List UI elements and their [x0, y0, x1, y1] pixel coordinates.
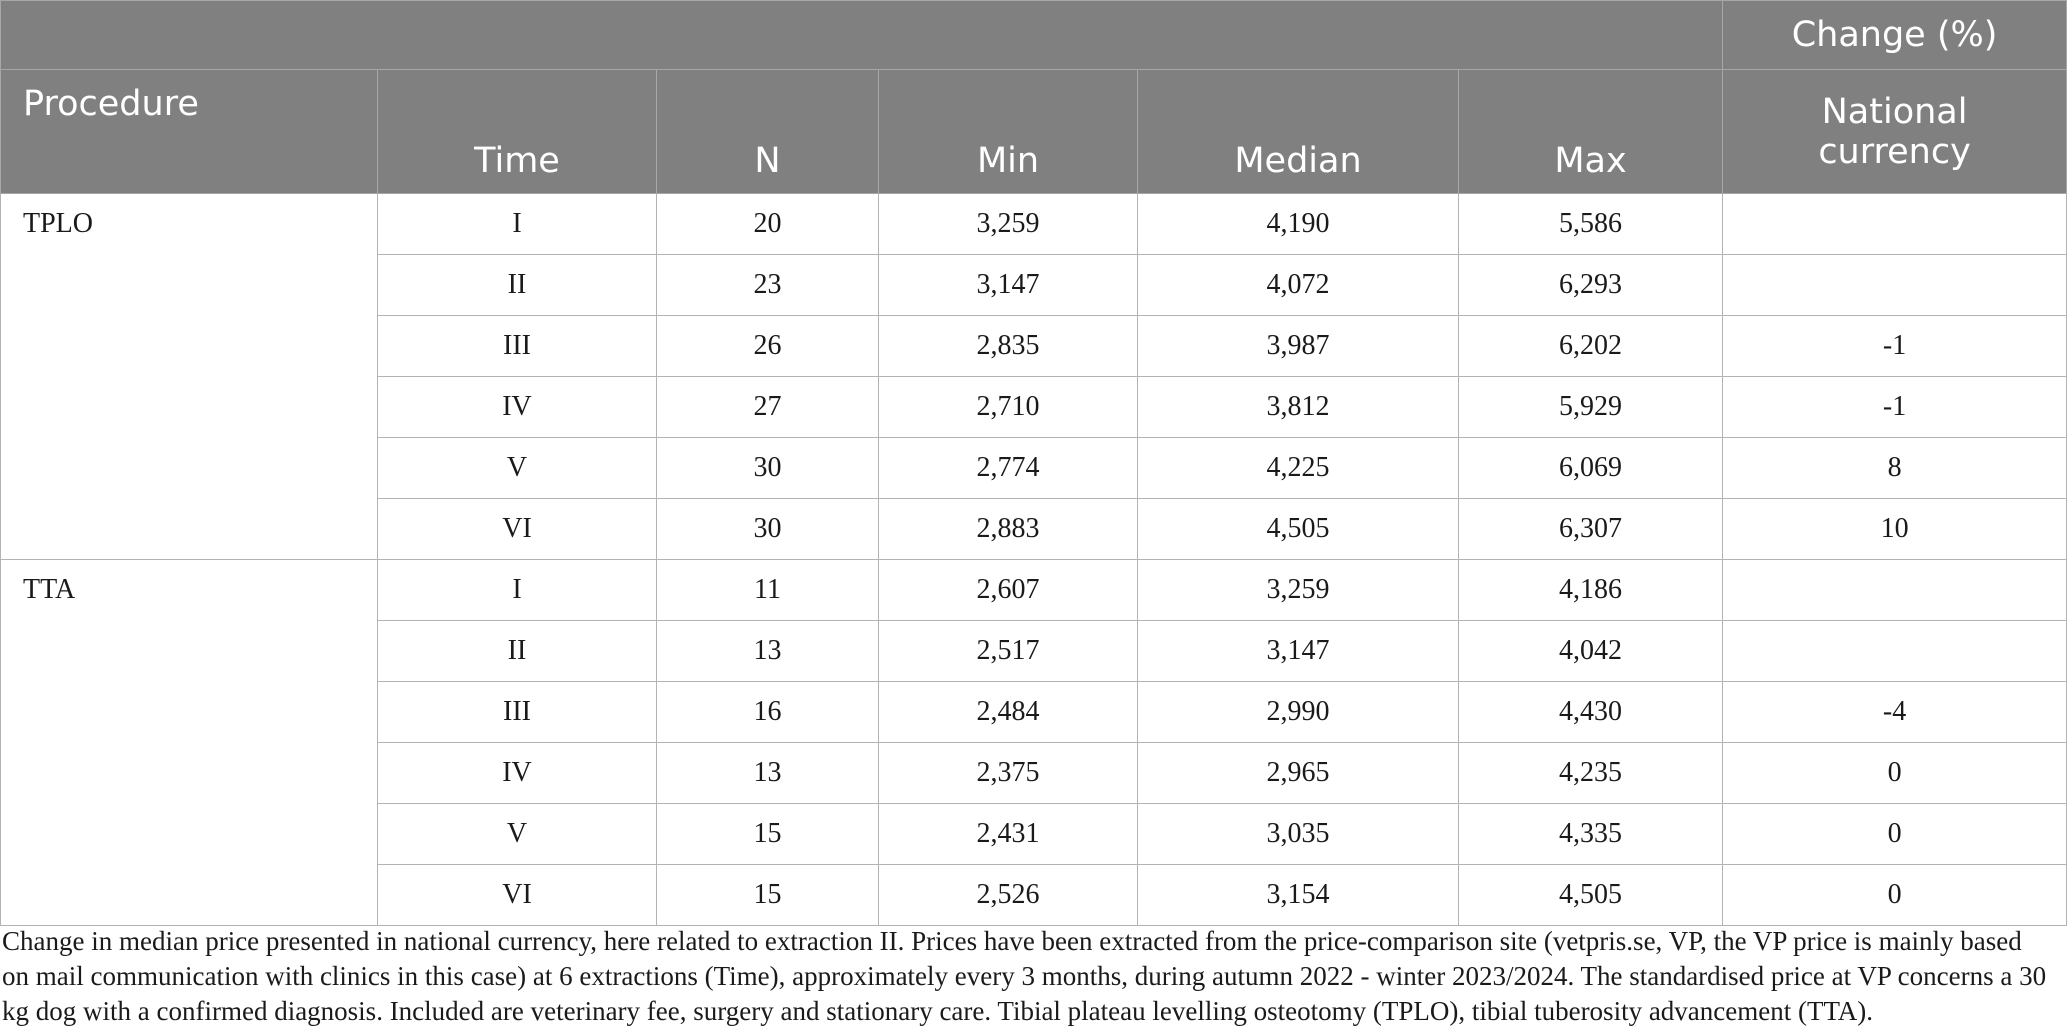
min-cell: 2,835	[879, 316, 1138, 377]
max-cell: 4,235	[1459, 743, 1723, 804]
time-cell: IV	[378, 743, 657, 804]
time-cell: IV	[378, 377, 657, 438]
procedure-cell: TPLO	[1, 194, 378, 560]
median-cell: 3,259	[1138, 560, 1459, 621]
n-cell: 16	[657, 682, 879, 743]
header-time: Time	[378, 70, 657, 194]
table-row	[1, 194, 2067, 255]
header-min: Min	[879, 70, 1138, 194]
min-cell: 2,375	[879, 743, 1138, 804]
table-caption: Change in median price presented in national currency, here related to extraction II. Prices have been extracted from the price-comparison site (vetpris.se, VP, the VP price is mainly based on mail communication with clinics in this case) at 6 extractions (Time), approximately every 3 months, during autumn 2022 - winter 2023/2024. The standardised price at VP concerns a 30 kg dog with a confirmed diagnosis. Included are veterinary fee, surgery and stationary care. Tibial plateau levelling osteotomy (TPLO), tibial tuberosity advancement (TTA).	[2, 926, 2047, 1026]
n-cell: 20	[657, 194, 879, 255]
header-n: N	[657, 70, 879, 194]
change-cell	[1723, 255, 2067, 316]
change-cell: 8	[1723, 438, 2067, 499]
time-cell: I	[378, 194, 657, 255]
max-cell: 4,505	[1459, 865, 1723, 926]
median-cell: 3,987	[1138, 316, 1459, 377]
change-cell: -1	[1723, 316, 2067, 377]
table-row	[1, 560, 2067, 621]
median-cell: 3,812	[1138, 377, 1459, 438]
time-cell: VI	[378, 865, 657, 926]
median-cell: 4,190	[1138, 194, 1459, 255]
change-cell: -4	[1723, 682, 2067, 743]
time-cell: V	[378, 804, 657, 865]
header-national-line2: currency	[1818, 131, 1971, 172]
max-cell: 4,335	[1459, 804, 1723, 865]
min-cell: 2,526	[879, 865, 1138, 926]
change-cell: 10	[1723, 499, 2067, 560]
median-cell: 3,154	[1138, 865, 1459, 926]
header-median: Median	[1138, 70, 1459, 194]
change-cell	[1723, 621, 2067, 682]
median-cell: 2,990	[1138, 682, 1459, 743]
header-blank-cell	[1, 1, 1723, 70]
header-national-line1: National	[1821, 91, 1968, 132]
n-cell: 13	[657, 621, 879, 682]
min-cell: 2,774	[879, 438, 1138, 499]
change-cell: 0	[1723, 865, 2067, 926]
n-cell: 23	[657, 255, 879, 316]
min-cell: 2,484	[879, 682, 1138, 743]
min-cell: 2,431	[879, 804, 1138, 865]
max-cell: 4,430	[1459, 682, 1723, 743]
median-cell: 2,965	[1138, 743, 1459, 804]
n-cell: 15	[657, 865, 879, 926]
max-cell: 5,929	[1459, 377, 1723, 438]
time-cell: V	[378, 438, 657, 499]
header-change-pct: Change (%)	[1723, 1, 2067, 70]
time-cell: III	[378, 682, 657, 743]
max-cell: 5,586	[1459, 194, 1723, 255]
max-cell: 4,042	[1459, 621, 1723, 682]
header-row-top	[1, 1, 2067, 70]
time-cell: III	[378, 316, 657, 377]
time-cell: I	[378, 560, 657, 621]
max-cell: 6,202	[1459, 316, 1723, 377]
max-cell: 6,293	[1459, 255, 1723, 316]
n-cell: 27	[657, 377, 879, 438]
median-cell: 4,505	[1138, 499, 1459, 560]
median-cell: 4,225	[1138, 438, 1459, 499]
header-procedure: Procedure	[1, 70, 378, 194]
min-cell: 2,517	[879, 621, 1138, 682]
min-cell: 2,710	[879, 377, 1138, 438]
n-cell: 13	[657, 743, 879, 804]
median-cell: 4,072	[1138, 255, 1459, 316]
n-cell: 30	[657, 438, 879, 499]
table-body	[1, 194, 2067, 926]
change-cell	[1723, 194, 2067, 255]
min-cell: 2,607	[879, 560, 1138, 621]
header-national-currency	[1723, 70, 2067, 194]
median-cell: 3,147	[1138, 621, 1459, 682]
max-cell: 6,069	[1459, 438, 1723, 499]
max-cell: 6,307	[1459, 499, 1723, 560]
procedure-cell: TTA	[1, 560, 378, 926]
median-cell: 3,035	[1138, 804, 1459, 865]
change-cell: 0	[1723, 743, 2067, 804]
n-cell: 26	[657, 316, 879, 377]
time-cell: II	[378, 255, 657, 316]
change-cell: 0	[1723, 804, 2067, 865]
change-cell: -1	[1723, 377, 2067, 438]
change-cell	[1723, 560, 2067, 621]
min-cell: 3,147	[879, 255, 1138, 316]
min-cell: 3,259	[879, 194, 1138, 255]
n-cell: 11	[657, 560, 879, 621]
time-cell: II	[378, 621, 657, 682]
header-max: Max	[1459, 70, 1723, 194]
min-cell: 2,883	[879, 499, 1138, 560]
max-cell: 4,186	[1459, 560, 1723, 621]
n-cell: 15	[657, 804, 879, 865]
header-row-columns	[1, 70, 2067, 194]
time-cell: VI	[378, 499, 657, 560]
n-cell: 30	[657, 499, 879, 560]
